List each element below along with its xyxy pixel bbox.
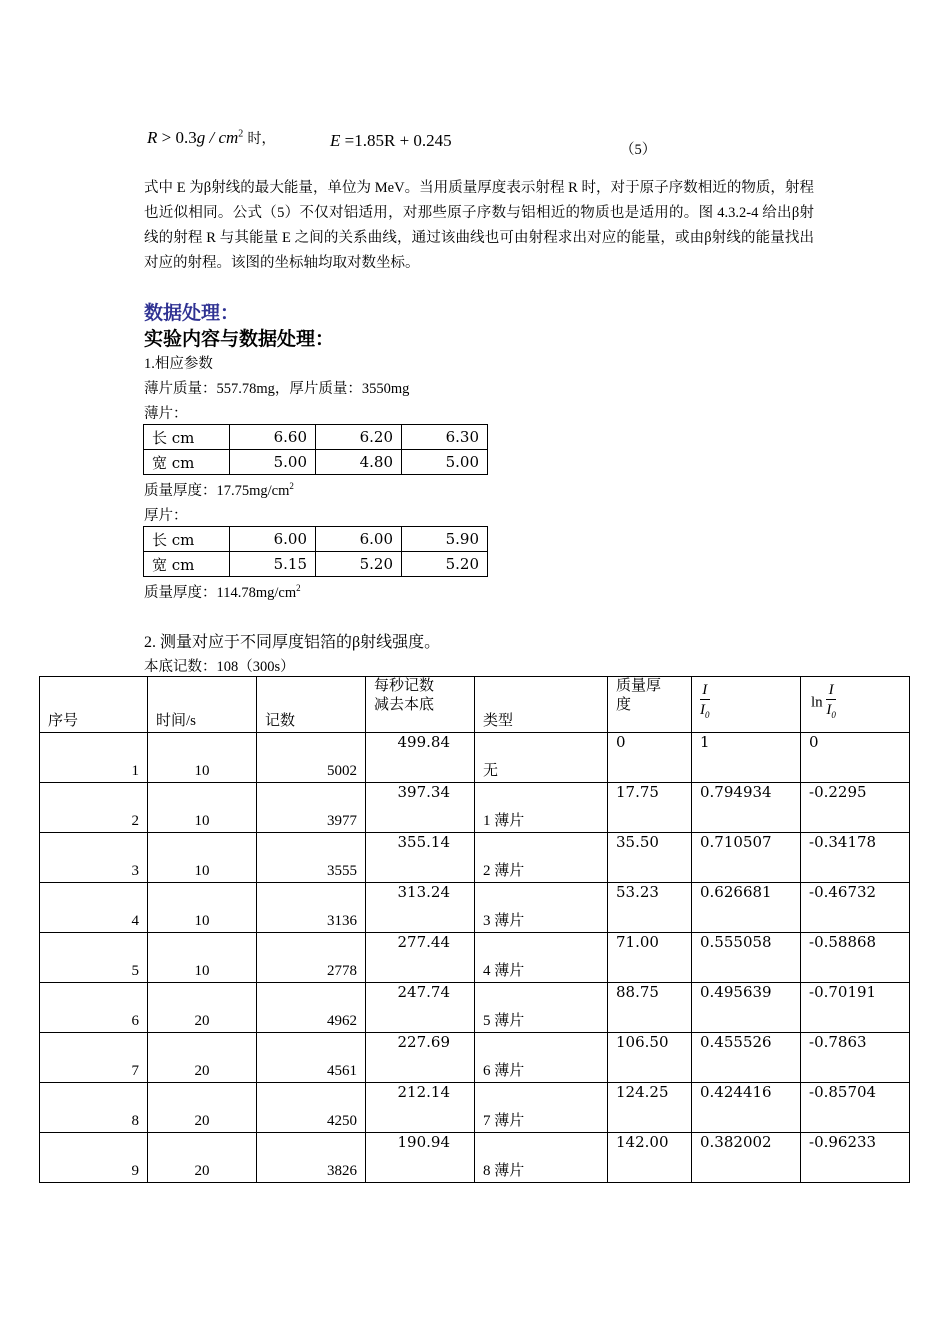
- table-cell: 5.90: [402, 527, 488, 552]
- cell-type: 2 薄片: [483, 863, 525, 879]
- cell-time: 10: [194, 863, 210, 879]
- table-cell: 4.80: [316, 450, 402, 475]
- thin-mass-thickness: 质量厚度：$17.75mg/cm^2$: [144, 481, 294, 499]
- cell-index: 9: [131, 1163, 139, 1179]
- table-cell: 6.00: [230, 527, 316, 552]
- header-index: 序号: [48, 713, 79, 729]
- thin-sheet-table: [143, 424, 488, 475]
- cell-mass-thickness: 88.75: [616, 983, 659, 1001]
- header-count: 记数: [265, 713, 296, 729]
- table-cell: 5.15: [230, 552, 316, 577]
- cell-net-rate: 355.14: [397, 833, 450, 851]
- table-row: [40, 833, 910, 883]
- thick-label: 厚片：: [144, 508, 188, 524]
- cell-index: 1: [131, 763, 139, 779]
- header-log-ratio: ln $\frac{I}{I_0}$: [811, 682, 836, 720]
- cell-count: 2778: [327, 963, 357, 979]
- cell-count: 3977: [327, 813, 357, 829]
- cell-type: 无: [483, 763, 499, 779]
- background-count: 本底记数：108（300s）: [144, 659, 295, 675]
- table-cell: 长 cm: [144, 527, 230, 552]
- table-row: [40, 733, 910, 783]
- cell-type: 8 薄片: [483, 1163, 525, 1179]
- cell-type: 1 薄片: [483, 813, 525, 829]
- cell-mass-thickness: 17.75: [616, 783, 659, 801]
- cell-net-rate: 212.14: [397, 1083, 450, 1101]
- cell-index: 8: [131, 1113, 139, 1129]
- cell-type: 7 薄片: [483, 1113, 525, 1129]
- cell-log-ratio: -0.7863: [809, 1033, 867, 1051]
- cell-ratio: 0.424416: [700, 1083, 772, 1101]
- table-row: [40, 883, 910, 933]
- thick-sheet-table: [143, 526, 488, 577]
- table-row: [40, 1033, 910, 1083]
- cell-mass-thickness: 142.00: [616, 1133, 669, 1151]
- cell-type: 4 薄片: [483, 963, 525, 979]
- cell-mass-thickness: 106.50: [616, 1033, 669, 1051]
- table-cell: 6.20: [316, 425, 402, 450]
- header-ratio: $\frac{I}{I_0}$: [700, 682, 710, 720]
- header-net-rate: 每秒记数 减去本底: [374, 678, 435, 713]
- cell-count: 5002: [327, 763, 357, 779]
- cell-mass-thickness: 71.00: [616, 933, 659, 951]
- cell-net-rate: 227.69: [397, 1033, 450, 1051]
- cell-type: 3 薄片: [483, 913, 525, 929]
- cell-count: 4962: [327, 1013, 357, 1029]
- cell-index: 4: [131, 913, 139, 929]
- cell-mass-thickness: 0: [616, 733, 626, 751]
- cell-ratio: 0.710507: [700, 833, 772, 851]
- cell-index: 5: [131, 963, 139, 979]
- table-cell: 5.00: [402, 450, 488, 475]
- table-cell: 6.00: [316, 527, 402, 552]
- table-cell: 6.30: [402, 425, 488, 450]
- cell-index: 6: [131, 1013, 139, 1029]
- cell-time: 20: [194, 1163, 210, 1179]
- subsection-intensity: 2. 测量对应于不同厚度铝箔的β射线强度。: [144, 634, 441, 651]
- cell-count: 4250: [327, 1113, 357, 1129]
- table-row: [144, 552, 488, 577]
- table-header-row: [40, 677, 910, 733]
- cell-ratio: 0.382002: [700, 1133, 772, 1151]
- table-cell: 长 cm: [144, 425, 230, 450]
- table-row: [40, 783, 910, 833]
- table-cell: 5.20: [402, 552, 488, 577]
- table-cell: 宽 cm: [144, 552, 230, 577]
- cell-ratio: 1: [700, 733, 710, 751]
- cell-ratio: 0.626681: [700, 883, 772, 901]
- thin-label: 薄片：: [144, 406, 188, 422]
- equation-number: （5）: [620, 142, 657, 158]
- cell-index: 3: [131, 863, 139, 879]
- cell-time: 10: [194, 763, 210, 779]
- cell-net-rate: 190.94: [397, 1133, 450, 1151]
- section-heading-experiment: 实验内容与数据处理：: [144, 328, 335, 350]
- table-cell: 5.00: [230, 450, 316, 475]
- cell-log-ratio: -0.58868: [809, 933, 877, 951]
- energy-formula: E =1.85R + 0.245: [330, 131, 452, 150]
- cell-log-ratio: -0.34178: [809, 833, 877, 851]
- cell-count: 3555: [327, 863, 357, 879]
- cell-net-rate: 397.34: [397, 783, 450, 801]
- table-cell: 宽 cm: [144, 450, 230, 475]
- cell-log-ratio: 0: [809, 733, 819, 751]
- cell-log-ratio: -0.85704: [809, 1083, 877, 1101]
- cell-time: 20: [194, 1013, 210, 1029]
- header-type: 类型: [483, 713, 514, 729]
- cell-log-ratio: -0.46732: [809, 883, 877, 901]
- header-mass-thickness: 质量厚 度: [616, 678, 662, 713]
- cell-type: 5 薄片: [483, 1013, 525, 1029]
- cell-type: 6 薄片: [483, 1063, 525, 1079]
- table-row: [144, 527, 488, 552]
- cell-time: 10: [194, 913, 210, 929]
- thick-mass-thickness: 质量厚度：$114.78mg/cm^2$: [144, 583, 301, 601]
- cell-log-ratio: -0.70191: [809, 983, 877, 1001]
- cell-count: 3826: [327, 1163, 357, 1179]
- cell-mass-thickness: 35.50: [616, 833, 659, 851]
- table-cell: 5.20: [316, 552, 402, 577]
- subsection-parameters: 1.相应参数: [144, 356, 213, 372]
- table-row: [40, 983, 910, 1033]
- section-heading-data-processing: 数据处理：: [144, 302, 240, 324]
- cell-net-rate: 277.44: [397, 933, 450, 951]
- table-cell: 6.60: [230, 425, 316, 450]
- cell-net-rate: 499.84: [397, 733, 450, 751]
- cell-time: 20: [194, 1063, 210, 1079]
- table-row: [40, 1083, 910, 1133]
- cell-index: 7: [131, 1063, 139, 1079]
- cell-net-rate: 247.74: [397, 983, 450, 1001]
- cell-time: 10: [194, 963, 210, 979]
- cell-ratio: 0.495639: [700, 983, 772, 1001]
- cell-mass-thickness: 124.25: [616, 1083, 669, 1101]
- cell-time: 20: [194, 1113, 210, 1129]
- range-condition: $R > 0.3g / cm^2$ 时，: [147, 128, 276, 147]
- cell-log-ratio: -0.2295: [809, 783, 867, 801]
- cell-ratio: 0.555058: [700, 933, 772, 951]
- intensity-table: [39, 676, 910, 1183]
- table-row: [40, 933, 910, 983]
- table-row: [144, 450, 488, 475]
- cell-time: 10: [194, 813, 210, 829]
- header-time: 时间/s: [156, 713, 197, 729]
- table-row: [40, 1133, 910, 1183]
- cell-log-ratio: -0.96233: [809, 1133, 877, 1151]
- cell-ratio: 0.455526: [700, 1033, 772, 1051]
- cell-count: 3136: [327, 913, 357, 929]
- cell-ratio: 0.794934: [700, 783, 772, 801]
- cell-net-rate: 313.24: [397, 883, 450, 901]
- cell-index: 2: [131, 813, 139, 829]
- cell-mass-thickness: 53.23: [616, 883, 659, 901]
- mass-info: 薄片质量：557.78mg，厚片质量：3550mg: [144, 381, 410, 397]
- table-row: [144, 425, 488, 450]
- explanation-paragraph: 式中 E 为β射线的最大能量，单位为 MeV。当用质量厚度表示射程 R 时，对于原子序数相近的物质，射程也近似相同。公式（5）不仅对铝适用，对那些原子序数与铝相近的物质也是适用的。图 4.3.2-4 给出β射线的射程 R 与其能量 E 之间的关系曲线，通过该曲线也可由射程求出对应的能量，或由β射线的能量找出对应的射程。该图的坐标轴均取对数坐标。: [144, 180, 814, 271]
- cell-count: 4561: [327, 1063, 357, 1079]
